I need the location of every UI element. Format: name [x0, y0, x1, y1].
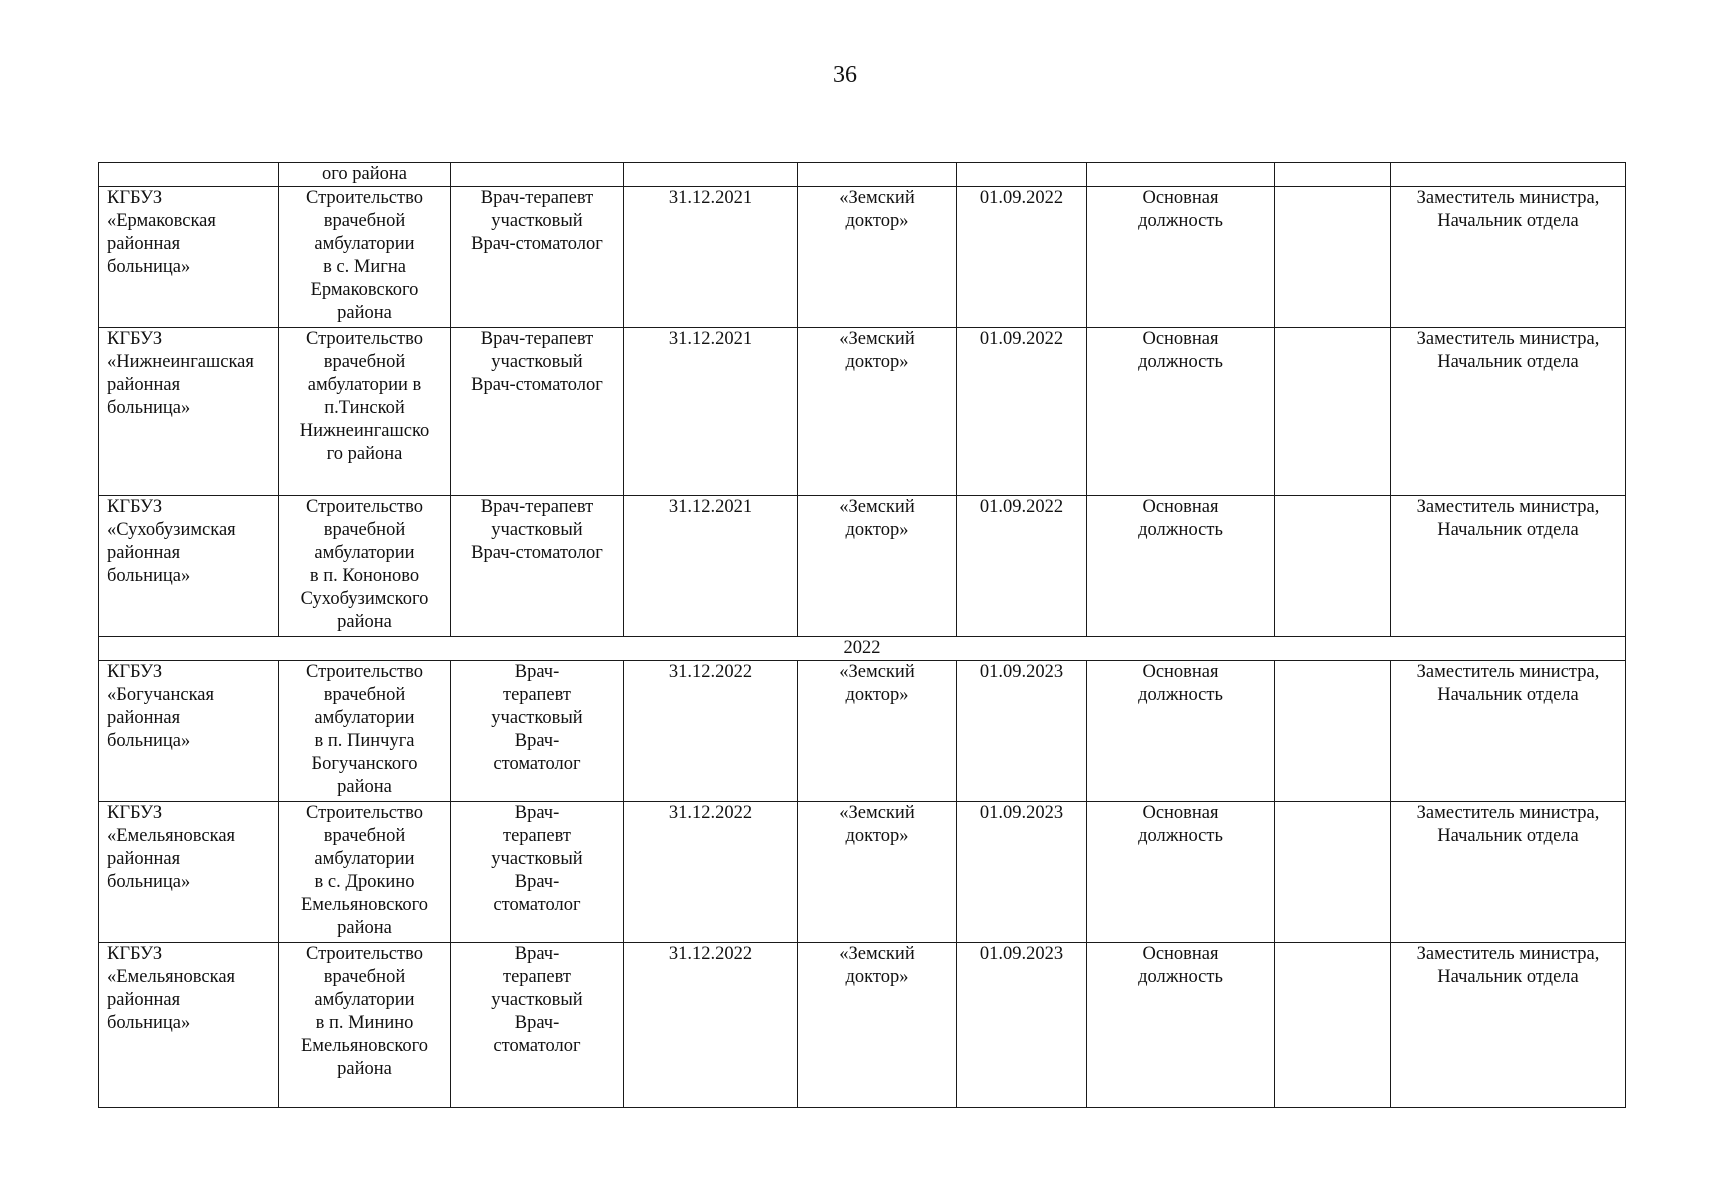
cell-note	[1275, 163, 1391, 187]
cell-line: Врач-терапевт	[480, 329, 594, 349]
cell-line: врачебной	[323, 826, 406, 846]
cell-project	[279, 661, 451, 802]
cell-line: стоматолог	[493, 1036, 581, 1056]
cell-line: Врач-	[514, 803, 560, 823]
page-number: 36	[833, 62, 857, 88]
cell-line: «Емельяновская	[107, 967, 236, 987]
cell-line: участковый	[491, 708, 583, 728]
cell-line: терапевт	[503, 685, 571, 705]
cell-line: доктор»	[845, 826, 909, 846]
cell-line: участковый	[491, 849, 583, 869]
cell-line: должность	[1138, 685, 1223, 705]
cell-line: больница»	[107, 398, 191, 418]
cell-line: амбулатории	[314, 234, 415, 254]
year-divider-row	[99, 637, 1626, 661]
cell-line: Основная	[1142, 329, 1219, 349]
year-label: 2022	[99, 637, 1626, 661]
plan-table	[98, 162, 1626, 1108]
table-row	[99, 328, 1626, 496]
cell-line: Начальник отдела	[1437, 520, 1579, 540]
cell-responsible	[1391, 496, 1626, 637]
cell-line: районная	[107, 234, 181, 254]
cell-line: Заместитель министра,	[1416, 188, 1600, 208]
cell-line: «Земский	[839, 188, 915, 208]
cell-program	[798, 187, 957, 328]
cell-line: Строительство	[306, 329, 423, 349]
cell-project	[279, 496, 451, 637]
cell-program	[798, 943, 957, 1108]
cell-line: доктор»	[845, 520, 909, 540]
cell-start-date: 01.09.2023	[957, 661, 1087, 802]
cell-line: «Земский	[839, 662, 915, 682]
cell-line: стоматолог	[493, 754, 581, 774]
cell-line: Ермаковского	[310, 280, 419, 300]
cell-note	[1275, 661, 1391, 802]
cell-line: должность	[1138, 211, 1223, 231]
cell-line: «Сухобузимская	[107, 520, 236, 540]
cell-responsible	[1391, 943, 1626, 1108]
cell-line: КГБУЗ	[107, 944, 163, 964]
cell-line: «Земский	[839, 944, 915, 964]
cell-line: Врач-терапевт	[480, 188, 594, 208]
cell-line: района	[337, 612, 392, 632]
table-row	[99, 661, 1626, 802]
cell-line: амбулатории в	[307, 375, 422, 395]
cell-line: Строительство	[306, 497, 423, 517]
cell-project	[279, 328, 451, 496]
cell-institution	[99, 802, 279, 943]
cell-line: КГБУЗ	[107, 803, 163, 823]
cell-line: амбулатории	[314, 849, 415, 869]
cell-position	[1087, 943, 1275, 1108]
year-divider-body	[99, 637, 1626, 661]
cell-line: «Земский	[839, 803, 915, 823]
cell-line: должность	[1138, 352, 1223, 372]
cell-line: КГБУЗ	[107, 662, 163, 682]
cell-line: амбулатории	[314, 708, 415, 728]
cell-project: ого района	[279, 163, 451, 187]
cell-responsible	[1391, 328, 1626, 496]
cell-line: Врач-	[514, 731, 560, 751]
cell-line: Заместитель министра,	[1416, 662, 1600, 682]
cell-line: Заместитель министра,	[1416, 803, 1600, 823]
cell-project	[279, 802, 451, 943]
table-row-continuation	[99, 163, 1626, 187]
cell-program	[798, 661, 957, 802]
cell-line: КГБУЗ	[107, 188, 163, 208]
cell-line: Строительство	[306, 944, 423, 964]
cell-line: КГБУЗ	[107, 329, 163, 349]
cell-line: «Богучанская	[107, 685, 215, 705]
cell-line: в п. Минино	[315, 1013, 414, 1033]
cell-institution	[99, 943, 279, 1108]
cell-line: Богучанского	[311, 754, 418, 774]
cell-position	[1087, 328, 1275, 496]
cell-line: Емельяновского	[300, 1036, 429, 1056]
cell-start-date: 01.09.2022	[957, 328, 1087, 496]
cell-line: Заместитель министра,	[1416, 497, 1600, 517]
cell-note	[1275, 943, 1391, 1108]
cell-line: Врач-	[514, 872, 560, 892]
cell-line: Основная	[1142, 497, 1219, 517]
cell-line: районная	[107, 849, 181, 869]
cell-line: Начальник отдела	[1437, 211, 1579, 231]
cell-line: врачебной	[323, 685, 406, 705]
cell-line: «Земский	[839, 329, 915, 349]
cell-specialists	[451, 496, 624, 637]
cell-institution	[99, 163, 279, 187]
cell-line: доктор»	[845, 685, 909, 705]
cell-line: Основная	[1142, 944, 1219, 964]
table-body-2022	[99, 661, 1626, 1108]
cell-start-date: 01.09.2023	[957, 802, 1087, 943]
cell-program	[798, 802, 957, 943]
cell-line: больница»	[107, 731, 191, 751]
cell-deadline: 31.12.2021	[624, 328, 798, 496]
cell-line: Строительство	[306, 188, 423, 208]
cell-deadline: 31.12.2022	[624, 661, 798, 802]
cell-note	[1275, 187, 1391, 328]
cell-responsible	[1391, 802, 1626, 943]
cell-line: врачебной	[323, 520, 406, 540]
cell-specialists	[451, 187, 624, 328]
cell-line: п.Тинской	[324, 398, 405, 418]
cell-line: «Емельяновская	[107, 826, 236, 846]
cell-line: Нижнеингашско	[299, 421, 430, 441]
cell-position	[1087, 802, 1275, 943]
cell-line: района	[337, 918, 392, 938]
cell-line: врачебной	[323, 967, 406, 987]
cell-line: доктор»	[845, 211, 909, 231]
cell-line: Врач-	[514, 662, 560, 682]
cell-note	[1275, 802, 1391, 943]
cell-line: «Нижнеингашская	[107, 352, 254, 372]
cell-line: больница»	[107, 257, 191, 277]
cell-line: доктор»	[845, 967, 909, 987]
cell-line: Врач-стоматолог	[471, 543, 603, 563]
cell-line: терапевт	[503, 967, 571, 987]
cell-line: врачебной	[323, 211, 406, 231]
cell-start-date	[957, 163, 1087, 187]
cell-start-date: 01.09.2022	[957, 187, 1087, 328]
cell-line: района	[337, 303, 392, 323]
cell-line: Начальник отдела	[1437, 352, 1579, 372]
cell-institution	[99, 661, 279, 802]
cell-line: Основная	[1142, 662, 1219, 682]
cell-program	[798, 496, 957, 637]
cell-line: Сухобузимского	[300, 589, 429, 609]
cell-specialists	[451, 661, 624, 802]
cell-line: амбулатории	[314, 990, 415, 1010]
cell-note	[1275, 328, 1391, 496]
cell-institution	[99, 187, 279, 328]
cell-position	[1087, 163, 1275, 187]
cell-deadline: 31.12.2021	[624, 496, 798, 637]
cell-position	[1087, 661, 1275, 802]
cell-line: района	[337, 1059, 392, 1079]
cell-deadline	[624, 163, 798, 187]
cell-line: Основная	[1142, 803, 1219, 823]
table-row	[99, 187, 1626, 328]
cell-project	[279, 187, 451, 328]
cell-line: должность	[1138, 967, 1223, 987]
cell-responsible	[1391, 661, 1626, 802]
cell-responsible	[1391, 187, 1626, 328]
cell-line: в с. Мигна	[323, 257, 406, 277]
cell-line: стоматолог	[493, 895, 581, 915]
table-row	[99, 943, 1626, 1108]
cell-program	[798, 328, 957, 496]
cell-line: Основная	[1142, 188, 1219, 208]
cell-line: должность	[1138, 826, 1223, 846]
cell-deadline: 31.12.2022	[624, 943, 798, 1108]
table-body-2021	[99, 163, 1626, 637]
cell-position	[1087, 187, 1275, 328]
cell-line: Заместитель министра,	[1416, 944, 1600, 964]
cell-line: районная	[107, 990, 181, 1010]
cell-program	[798, 163, 957, 187]
cell-line: Начальник отдела	[1437, 967, 1579, 987]
cell-project	[279, 943, 451, 1108]
cell-line: Врач-	[514, 1013, 560, 1033]
cell-line: врачебной	[323, 352, 406, 372]
cell-specialists	[451, 802, 624, 943]
cell-line: «Ермаковская	[107, 211, 216, 231]
cell-line: больница»	[107, 872, 191, 892]
cell-line: Врач-	[514, 944, 560, 964]
cell-line: участковый	[491, 352, 583, 372]
cell-line: Начальник отдела	[1437, 685, 1579, 705]
cell-line: районная	[107, 708, 181, 728]
cell-start-date: 01.09.2023	[957, 943, 1087, 1108]
cell-institution	[99, 328, 279, 496]
cell-line: больница»	[107, 566, 191, 586]
cell-deadline: 31.12.2022	[624, 802, 798, 943]
cell-line: КГБУЗ	[107, 497, 163, 517]
cell-line: в с. Дрокино	[314, 872, 415, 892]
cell-line: терапевт	[503, 826, 571, 846]
cell-line: амбулатории	[314, 543, 415, 563]
cell-line: Строительство	[306, 803, 423, 823]
table-row	[99, 802, 1626, 943]
table-row	[99, 496, 1626, 637]
cell-line: «Земский	[839, 497, 915, 517]
cell-institution	[99, 496, 279, 637]
cell-line: го района	[326, 444, 403, 464]
cell-line: района	[337, 777, 392, 797]
cell-line: в п. Кононово	[309, 566, 420, 586]
cell-line: участковый	[491, 211, 583, 231]
cell-start-date: 01.09.2022	[957, 496, 1087, 637]
cell-line: Врач-стоматолог	[471, 234, 603, 254]
cell-line: в п. Пинчуга	[314, 731, 415, 751]
cell-note	[1275, 496, 1391, 637]
cell-deadline: 31.12.2021	[624, 187, 798, 328]
cell-specialists	[451, 163, 624, 187]
cell-line: районная	[107, 375, 181, 395]
cell-responsible	[1391, 163, 1626, 187]
cell-line: Заместитель министра,	[1416, 329, 1600, 349]
cell-line: участковый	[491, 520, 583, 540]
cell-specialists	[451, 328, 624, 496]
cell-specialists	[451, 943, 624, 1108]
cell-line: Строительство	[306, 662, 423, 682]
cell-line: Врач-стоматолог	[471, 375, 603, 395]
cell-line: Врач-терапевт	[480, 497, 594, 517]
cell-line: Емельяновского	[300, 895, 429, 915]
cell-line: районная	[107, 543, 181, 563]
cell-line: доктор»	[845, 352, 909, 372]
cell-position	[1087, 496, 1275, 637]
cell-line: участковый	[491, 990, 583, 1010]
cell-line: должность	[1138, 520, 1223, 540]
cell-line: больница»	[107, 1013, 191, 1033]
cell-line: Начальник отдела	[1437, 826, 1579, 846]
